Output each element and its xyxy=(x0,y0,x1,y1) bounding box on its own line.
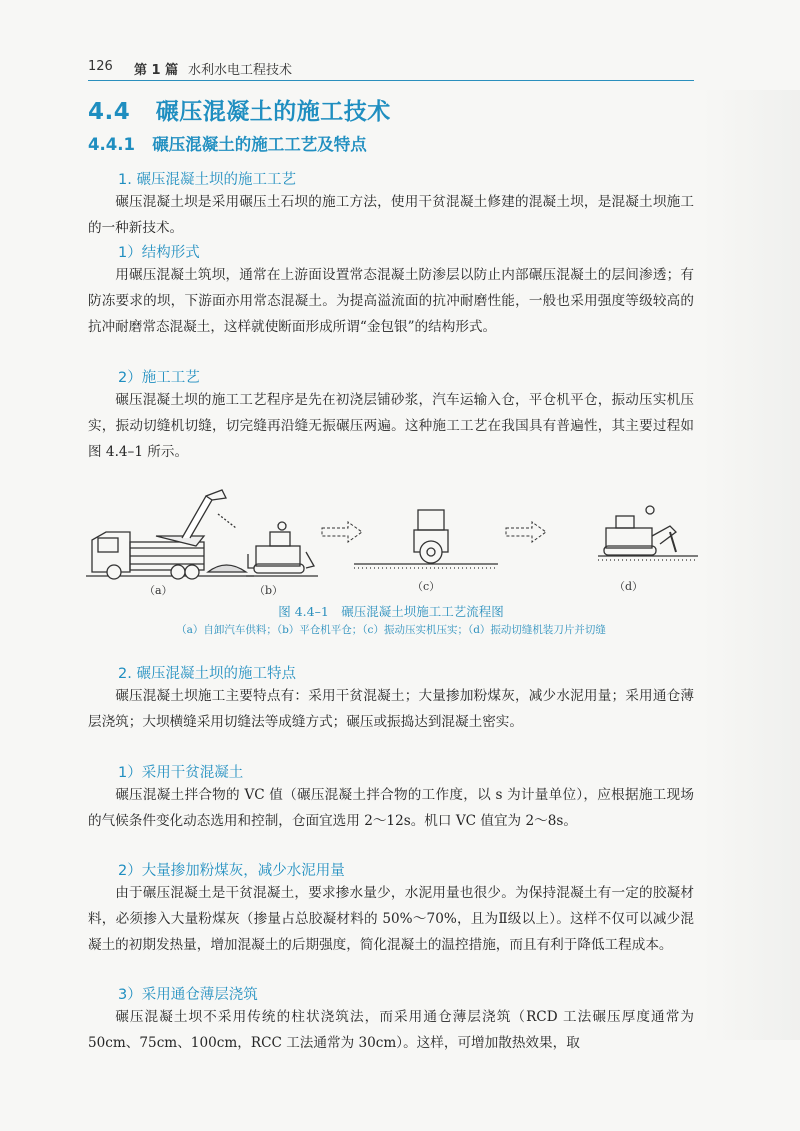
heading-construction-features: 2. 碾压混凝土坝的施工特点 xyxy=(118,666,296,682)
section-number: 4.4 xyxy=(88,99,131,125)
paragraph-features: 碾压混凝土坝施工主要特点有：采用干贫混凝土；大量掺加粉煤灰，减少水泥用量；采用通仓薄层浇筑；大坝横缝采用切缝法等成缝方式；碾压或振捣达到混凝土密实。 xyxy=(88,688,694,730)
paragraph-dry-lean-concrete: 碾压混凝土拌合物的 VC 值（碾压混凝土拌合物的工作度，以 s 为计量单位），应根据施工现场的气候条件变化动态选用和控制，仓面宜选用 2～12s。机口 VC 值宜为 2～8s。 xyxy=(88,787,694,829)
figure-label-a: （a） xyxy=(144,584,173,597)
vibratory-roller-illustration xyxy=(354,510,498,568)
running-header xyxy=(88,58,694,81)
heading-fly-ash: 2）大量掺加粉煤灰，减少水泥用量 xyxy=(118,863,345,879)
subsection-number: 4.4.1 xyxy=(88,135,135,154)
figure-caption-title: 图 4.4–1 碾压混凝土坝施工工艺流程图 xyxy=(278,604,504,619)
figure-label-d: （d） xyxy=(614,580,644,593)
show-through-shadow xyxy=(702,90,800,1040)
section-title: 碾压混凝土的施工技术 xyxy=(155,99,391,125)
subsection-title: 碾压混凝土的施工工艺及特点 xyxy=(152,135,367,154)
page-number: 126 xyxy=(88,59,113,74)
part-title: 水利水电工程技术 xyxy=(188,63,293,78)
subsection-heading xyxy=(88,131,367,155)
figure-label-c: （c） xyxy=(412,580,441,593)
section-heading xyxy=(88,93,391,126)
heading-structure-form: 1）结构形式 xyxy=(118,245,200,261)
heading-thin-layer-pouring: 3）采用通仓薄层浇筑 xyxy=(118,987,258,1003)
heading-process: 2）施工工艺 xyxy=(118,370,200,386)
figure-caption-subtitle: （a）自卸汽车供料；（b）平仓机平仓；（c）振动压实机压实；（d）振动切缝机装刀片并切缝 xyxy=(176,624,606,636)
paragraph-thin-layer-pouring: 碾压混凝土坝不采用传统的柱状浇筑法，而采用通仓薄层浇筑（RCD 工法碾压厚度通常为 50cm、75cm、100cm，RCC 工法通常为 30cm）。这样，可增加散热效果，取 xyxy=(88,1009,694,1051)
joint-cutter-illustration xyxy=(598,506,698,560)
paragraph-intro: 碾压混凝土坝是采用碾压土石坝的施工方法，使用干贫混凝土修建的混凝土坝，是混凝土坝施工的一种新技术。 xyxy=(88,194,694,236)
paragraph-structure-form: 用碾压混凝土筑坝，通常在上游面设置常态混凝土防渗层以防止内部碾压混凝土的层间渗透；有防冻要求的坝，下游面亦用常态混凝土。为提高溢流面的抗冲耐磨性能，一般也采用强度等级较高的抗冲耐磨常态混凝土，这样就使断面形成所谓“金包银”的结构形式。 xyxy=(88,267,694,335)
paragraph-fly-ash: 由于碾压混凝土是干贫混凝土，要求掺水量少，水泥用量也很少。为保持混凝土有一定的胶凝材料，必须掺入大量粉煤灰（掺量占总胶凝材料的 50%～70%，且为Ⅱ级以上）。这样不仅可以减少混凝土的初期发热量，增加混凝土的后期强度，简化混凝土的温控措施，而且有利于降低工程成本。 xyxy=(88,885,694,953)
part-number: 第 1 篇 xyxy=(134,63,179,78)
process-flow-figure xyxy=(86,476,698,598)
figure-label-b: （b） xyxy=(254,584,284,597)
heading-construction-process: 1. 碾压混凝土坝的施工工艺 xyxy=(118,172,296,188)
dump-truck-illustration xyxy=(86,490,254,579)
bulldozer-illustration xyxy=(246,522,318,576)
heading-dry-lean-concrete: 1）采用干贫混凝土 xyxy=(118,765,244,781)
paragraph-process: 碾压混凝土坝的施工工艺程序是先在初浇层铺砂浆，汽车运输入仓，平仓机平仓，振动压实机压实，振动切缝机切缝，切完缝再沿缝无振碾压两遍。这种施工工艺在我国具有普遍性，其主要过程如图 4.4–1 所示。 xyxy=(88,392,694,460)
